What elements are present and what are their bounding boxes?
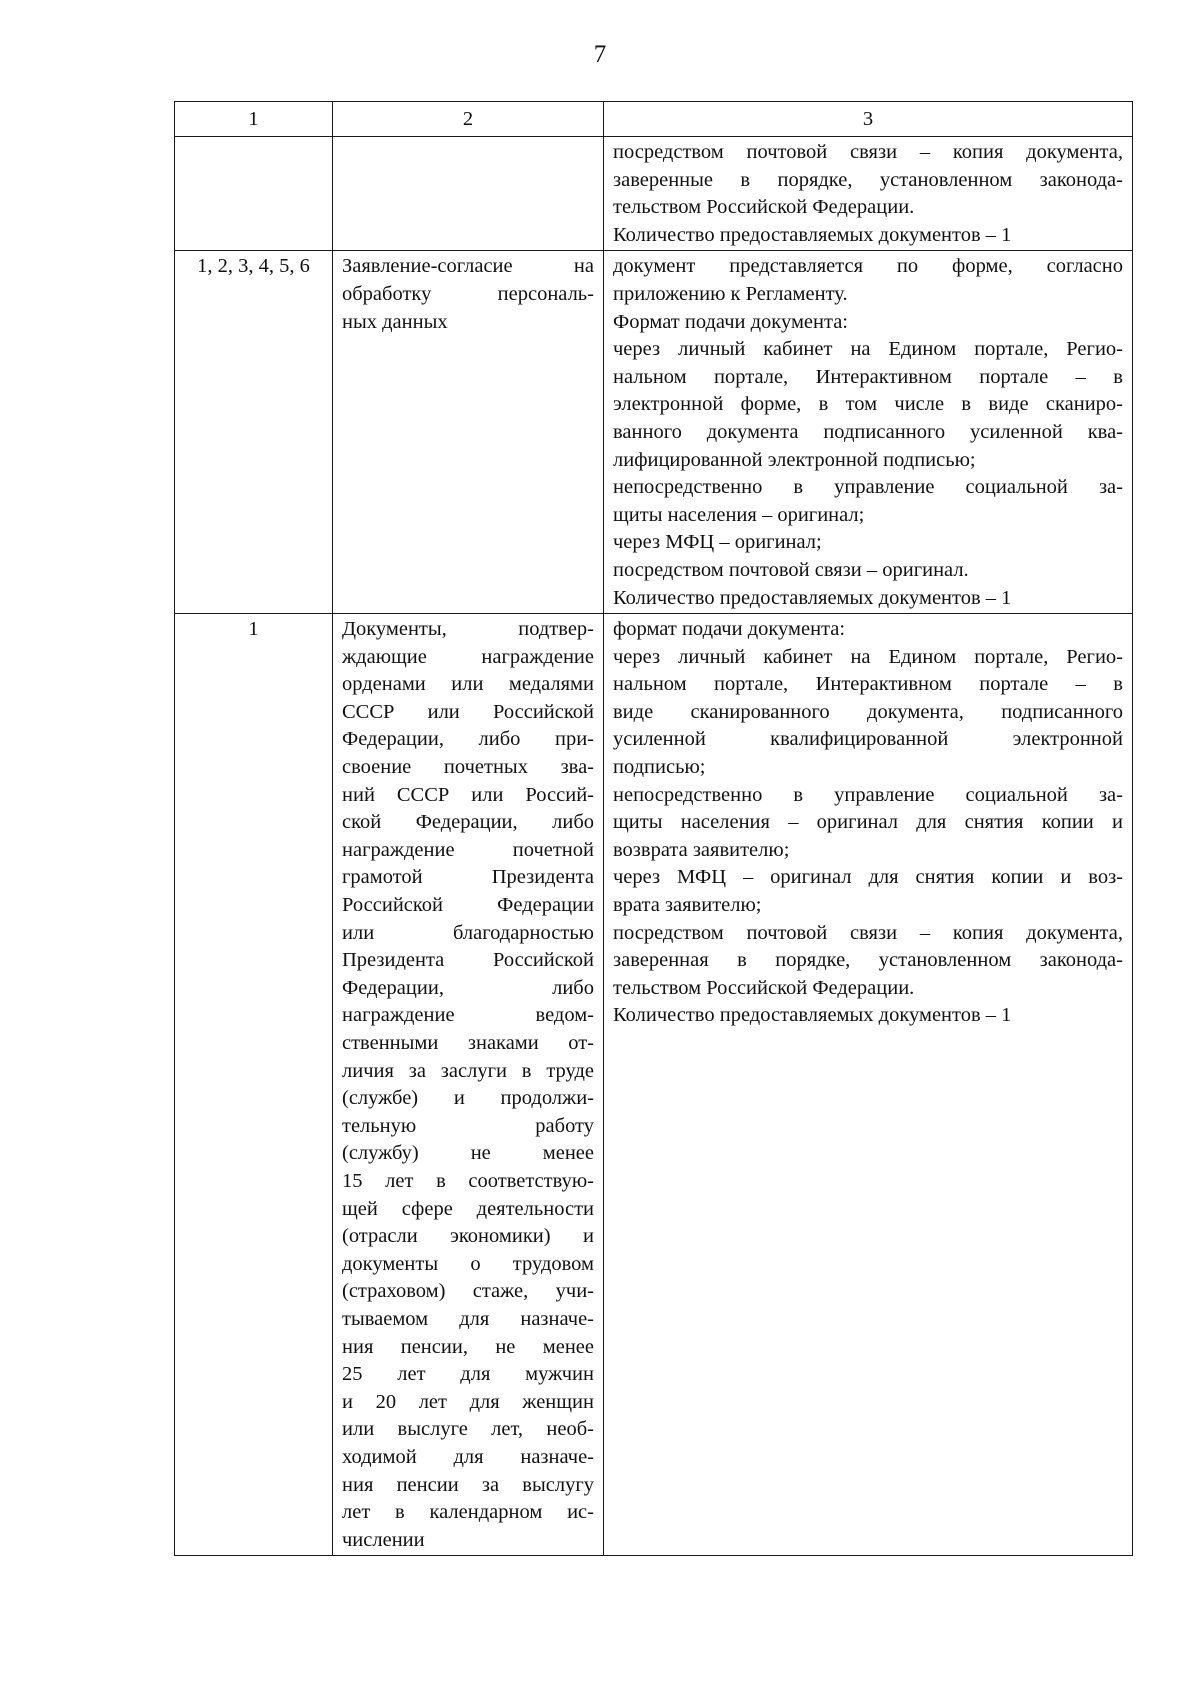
- submission-format-line: нальном портале, Интерактивном портале – в: [613, 673, 1123, 696]
- table-body: [175, 137, 1133, 1556]
- document-name-line: обработку персональ-: [342, 282, 594, 305]
- submission-format-line: нальном портале, Интерактивном портале – в: [613, 365, 1123, 388]
- submission-format-line: Формат подачи документа:: [613, 310, 848, 333]
- submission-format-line: формат подачи документа:: [613, 618, 846, 641]
- document-name-cell: [333, 614, 604, 1556]
- document-name-line: или выслуге лет, необ-: [342, 1418, 594, 1441]
- submission-format-cell: [604, 614, 1133, 1556]
- document-name-line: ходимой для назначе-: [342, 1445, 594, 1468]
- document-name-line: лет в календарном ис-: [342, 1501, 594, 1524]
- table-row: [175, 614, 1133, 1556]
- submission-format-line: непосредственно в управление социальной за-: [613, 783, 1123, 806]
- document-name-line: грамотой Президента: [342, 866, 594, 889]
- submission-format-line: документ представляется по форме, согласно: [613, 255, 1123, 278]
- submission-format-line: тельством Российской Федерации.: [613, 976, 915, 999]
- document-name-cell: [333, 251, 604, 614]
- document-name-cell: [333, 137, 604, 251]
- submission-format-cell: [604, 137, 1133, 251]
- page-number: 7: [593, 41, 607, 68]
- submission-format-line: приложению к Регламенту.: [613, 282, 848, 305]
- submission-format-line: посредством почтовой связи – копия документа,: [613, 141, 1123, 163]
- document-name-line: ния пенсии за выслугу: [342, 1473, 594, 1496]
- document-name-line: Федерации, либо: [342, 976, 594, 999]
- submission-format-line: через личный кабинет на Едином портале, Регио-: [613, 645, 1123, 668]
- document-name-line: или благодарностью: [342, 921, 594, 944]
- submission-format-line: через МФЦ – оригинал для снятия копии и воз-: [613, 866, 1123, 889]
- submission-format-line: тельством Российской Федерации.: [613, 196, 915, 219]
- submission-format-cell: [604, 251, 1133, 614]
- submission-format-line: через личный кабинет на Едином портале, Регио-: [613, 338, 1123, 361]
- document-name-line: 15 лет в соответствую-: [342, 1169, 594, 1192]
- document-name-line: СССР или Российской: [342, 700, 594, 723]
- document-name-line: награждение почетной: [342, 838, 594, 861]
- document-name-line: 25 лет для мужчин: [342, 1363, 594, 1386]
- submission-format-line: посредством почтовой связи – копия документа,: [613, 921, 1123, 944]
- row-number-cell: 1, 2, 3, 4, 5, 6: [175, 251, 333, 614]
- submission-format-line: врата заявителю;: [613, 894, 762, 917]
- document-name-line: ний СССР или Россий-: [342, 783, 594, 806]
- submission-format-line: Количество предоставляемых документов – 1: [613, 586, 1012, 609]
- table-header-row: [175, 102, 1133, 137]
- table-row: [175, 137, 1133, 251]
- document-name-line: своение почетных зва-: [342, 756, 594, 779]
- row-number-cell: 1: [175, 614, 333, 1556]
- document-name-line: личия за заслуги в труде: [342, 1059, 594, 1082]
- document-name-line: (страховом) стаже, учи-: [342, 1280, 594, 1303]
- document-name-line: тельную работу: [342, 1114, 594, 1137]
- document-name-line: ской Федерации, либо: [342, 811, 594, 834]
- column-header-2: 2: [333, 102, 604, 137]
- document-name-line: ных данных: [342, 310, 448, 333]
- submission-format-line: Количество предоставляемых документов – 1: [613, 1004, 1012, 1027]
- document-name-line: Документы, подтвер-: [342, 618, 594, 641]
- document-name-line: орденами или медалями: [342, 673, 594, 696]
- table-row: [175, 251, 1133, 614]
- submission-format-line: электронной форме, в том числе в виде сканиро-: [613, 393, 1123, 416]
- document-name-line: (службе) и продолжи-: [342, 1087, 594, 1110]
- submission-format-line: через МФЦ – оригинал;: [613, 531, 822, 554]
- submission-format-line: подписью;: [613, 756, 706, 779]
- document-name-line: Президента Российской: [342, 949, 594, 972]
- document-name-line: тываемом для назначе-: [342, 1307, 594, 1330]
- column-header-3: 3: [604, 102, 1133, 137]
- row-number-cell: [175, 137, 333, 251]
- submission-format-line: Количество предоставляемых документов – 1: [613, 223, 1012, 246]
- submission-format-line: возврата заявителю;: [613, 838, 790, 861]
- document-name-line: награждение ведом-: [342, 1004, 594, 1027]
- submission-format-line: щиты населения – оригинал;: [613, 503, 865, 526]
- document-name-line: ственными знаками от-: [342, 1032, 594, 1054]
- submission-format-line: посредством почтовой связи – оригинал.: [613, 558, 969, 581]
- document-name-line: Федерации, либо при-: [342, 728, 594, 751]
- document-name-line: и 20 лет для женщин: [342, 1390, 594, 1413]
- submission-format-line: ванного документа подписанного усиленной ква-: [613, 420, 1123, 443]
- submission-format-line: щиты населения – оригинал для снятия копии и: [613, 811, 1123, 834]
- documents-table: [174, 101, 1133, 1556]
- submission-format-line: заверенная в порядке, установленном законода-: [613, 949, 1123, 972]
- document-name-line: щей сфере деятельности: [342, 1197, 594, 1220]
- document-name-line: документы о трудовом: [342, 1252, 594, 1275]
- document-name-line: ждающие награждение: [342, 645, 594, 668]
- document-name-line: (отрасли экономики) и: [342, 1225, 594, 1248]
- document-name-line: ния пенсии, не менее: [342, 1335, 594, 1358]
- document-name-line: числении: [342, 1528, 425, 1551]
- submission-format-line: заверенные в порядке, установленном законода-: [613, 168, 1123, 191]
- submission-format-line: лифицированной электронной подписью;: [613, 448, 976, 471]
- document-name-line: Заявление-согласие на: [342, 255, 594, 278]
- submission-format-line: усиленной квалифицированной электронной: [613, 728, 1123, 751]
- column-header-1: 1: [175, 102, 333, 137]
- submission-format-line: непосредственно в управление социальной за-: [613, 476, 1123, 499]
- document-name-line: Российской Федерации: [342, 894, 594, 917]
- document-name-line: (службу) не менее: [342, 1142, 594, 1165]
- submission-format-line: виде сканированного документа, подписанного: [613, 700, 1123, 723]
